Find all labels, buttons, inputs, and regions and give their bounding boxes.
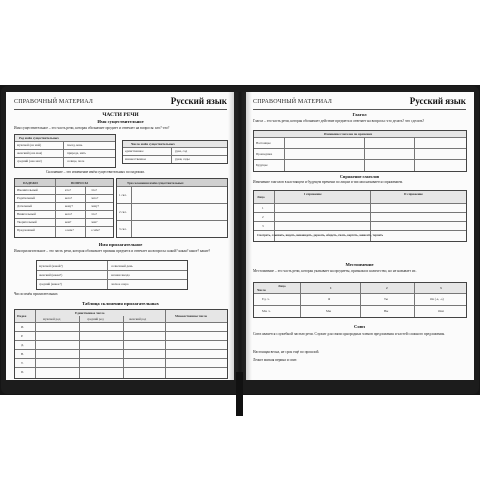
conjugation-note: Изменение глаголов в настоящем и будущем времени по лицам и числам называется спряжением. (253, 180, 404, 184)
header-subject-title: Русский язык (170, 96, 227, 106)
adj-sub-masculine: мужской род (43, 317, 61, 321)
number-example-1: руки, сады (175, 157, 190, 161)
header-subject-title: Русский язык (409, 96, 466, 106)
conj-header-first: I спряжение (304, 192, 322, 196)
cases-header-question: ВОПРОСЫ (71, 180, 88, 185)
adj-case-3: В. (21, 352, 24, 356)
declensions-title: Три склонения имён существительных (127, 180, 184, 185)
bookmark-ribbon-black (236, 372, 243, 416)
declension-3: 3 скл. (119, 227, 127, 231)
declensions-table (116, 178, 228, 238)
union-example-tail: Лежит мягкая перина и спит. (253, 358, 298, 362)
adjective-gender-table (36, 260, 188, 290)
union-example: Настоящая весна, не срок ещё по прошлой. (253, 350, 320, 354)
noun-number-title: Число имён существительных (131, 142, 175, 146)
conj-person-2: 2 (262, 215, 264, 219)
number-row-0: единственное (125, 149, 144, 153)
adj-table-singular-header: Единственное число (75, 311, 105, 315)
adj-row-0: мужской (какой?) (39, 264, 63, 268)
gender-row-2: средний (оно моё) (17, 159, 42, 163)
declension-2: 2 скл. (119, 210, 127, 214)
adjective-section-title: Имя прилагательное (98, 242, 143, 247)
pronoun-row-plural: Мн. ч. (262, 309, 271, 313)
adj-example-1: ночная звезда (111, 273, 130, 277)
left-page-header (14, 97, 227, 110)
adjective-declension-table (14, 309, 228, 379)
verb-tenses-table (253, 130, 467, 172)
pronoun-sg-2: Ты (384, 297, 388, 301)
question-b-1: чего? (91, 196, 99, 200)
conj-header-person: Лицо (257, 195, 265, 199)
gender-example-2: солнце, поле (67, 159, 85, 163)
adj-case-0: И. (21, 325, 25, 329)
cases-table (14, 178, 114, 238)
adj-table-case-header: Падеж (17, 314, 27, 318)
pronoun-row-singular: Ед. ч. (262, 297, 270, 301)
cases-header-case: ПАДЕЖИ (23, 180, 38, 185)
adj-sub-neuter: средний род (87, 317, 104, 321)
case-1: Родительный (17, 196, 35, 200)
pronoun-sg-3: Он (-а, -о) (430, 297, 444, 301)
header-reference-label: СПРАВОЧНЫЙ МАТЕРИАЛ (14, 99, 94, 105)
pronoun-pl-1: Мы (326, 309, 331, 313)
adj-sub-feminine: женский род (129, 317, 147, 321)
pronoun-table (253, 282, 467, 318)
pronoun-definition: Местоимение – это часть речи, которая указывает на предметы, признаки и количество, но не называет их. (253, 269, 417, 273)
question-b-4: чем? (91, 220, 98, 224)
noun-definition: Имя существительное – это часть речи, которая обозначает предмет и отвечает на вопросы: кто? что? (14, 126, 170, 130)
case-2: Дательный (17, 204, 32, 208)
adj-case-4: Т. (21, 361, 24, 365)
pronoun-header-3: 3 (440, 286, 442, 290)
noun-number-table (122, 140, 228, 164)
adj-case-1: Р. (21, 334, 24, 338)
conjugation-title: Спряжение глаголов (339, 174, 380, 179)
conj-header-second: II спряжение (404, 192, 423, 196)
question-b-3: что? (91, 212, 97, 216)
conj-person-1: 1 (262, 206, 264, 210)
question-a-4: кем? (65, 220, 72, 224)
pronoun-header-person: Лицо (278, 284, 286, 288)
pronoun-header-1: 1 (330, 286, 332, 290)
question-a-1: кого? (65, 196, 73, 200)
verb-exceptions: Смотреть, слышать, видеть, ненавидеть, держать, обидеть, гнать, вертеть, зависеть, терпеть (257, 233, 384, 237)
verb-tenses-title: Изменение глаголов по временам (324, 132, 373, 136)
adj-example-2: лесное озеро (111, 282, 129, 286)
question-b-2: чему? (91, 204, 100, 208)
tense-0: Настоящее (256, 141, 271, 145)
header-reference-label: СПРАВОЧНЫЙ МАТЕРИАЛ (253, 99, 333, 105)
question-a-0: кто? (65, 188, 71, 192)
question-b-0: что? (91, 188, 97, 192)
pronoun-pl-3: Они (438, 309, 444, 313)
tense-2: Будущее (256, 163, 268, 167)
case-3: Винительный (17, 212, 36, 216)
question-b-5: о чём? (91, 228, 100, 232)
question-a-3: кого? (65, 212, 73, 216)
number-example-0: рука, сад (175, 149, 188, 153)
adj-case-5: П. (21, 370, 25, 374)
declension-1: 1 скл. (119, 193, 127, 197)
case-5: Предложный (17, 228, 35, 232)
gender-row-1: женский (она моя) (17, 151, 43, 155)
verb-definition: Глагол – это часть речи, которая обозначает действие предмета и отвечает на вопросы: что делать? что сделать? (253, 119, 425, 123)
pronoun-header-2: 2 (386, 286, 388, 290)
adjective-table-title: Таблица склонения прилагательных (82, 301, 159, 306)
pronoun-pl-2: Вы (384, 309, 389, 313)
right-page-header (253, 97, 466, 110)
conjugation-table (253, 190, 467, 242)
adj-row-1: женский (какая?) (39, 273, 63, 277)
noun-section-title: Имя существительное (97, 119, 144, 124)
spine-shadow (228, 92, 252, 380)
adj-example-0: солнечный день (111, 264, 133, 268)
question-a-2: кому? (65, 204, 73, 208)
verb-section-title: Глагол (352, 112, 367, 117)
adj-row-2: средний (какое?) (39, 282, 62, 286)
gender-example-0: поезд, конь (67, 143, 83, 147)
pronoun-header-number: Число (257, 288, 266, 292)
gender-row-0: мужской (он мой) (17, 143, 42, 147)
declension-note: Склонение – это изменение имён существительных по падежам. (46, 170, 145, 174)
number-row-1: множественное (125, 157, 147, 161)
adj-table-plural-header: Множественное число (175, 314, 208, 318)
left-page (6, 92, 235, 380)
adjective-definition: Имя прилагательное – это часть речи, которая обозначает признак предмета и отвечает на вопросы: какой? какая? какое? какие? (14, 249, 211, 253)
case-0: Именительный (17, 188, 38, 192)
noun-gender-title: Род имён существительных (19, 136, 59, 140)
conj-person-3: 3 (262, 224, 264, 228)
union-section-title: Союз (354, 324, 365, 329)
union-text: Союз является служебной частью речи. Служит для связи однородных членов предложения и частей сложного предложения. (253, 332, 445, 336)
noun-gender-table (14, 134, 116, 168)
tense-1: Прошедшее (256, 152, 273, 156)
right-page (245, 92, 474, 380)
adj-case-2: Д. (21, 343, 24, 347)
pronoun-sg-1: Я (328, 297, 331, 301)
gender-example-1: природа, мать (67, 151, 86, 155)
parts-of-speech-title: ЧАСТИ РЕЧИ (102, 112, 139, 118)
case-4: Творительный (17, 220, 37, 224)
pronoun-section-title: Местоимение (345, 262, 374, 267)
adjective-number-label: Число имён прилагательных (14, 292, 58, 296)
question-a-5: о ком? (65, 228, 74, 232)
